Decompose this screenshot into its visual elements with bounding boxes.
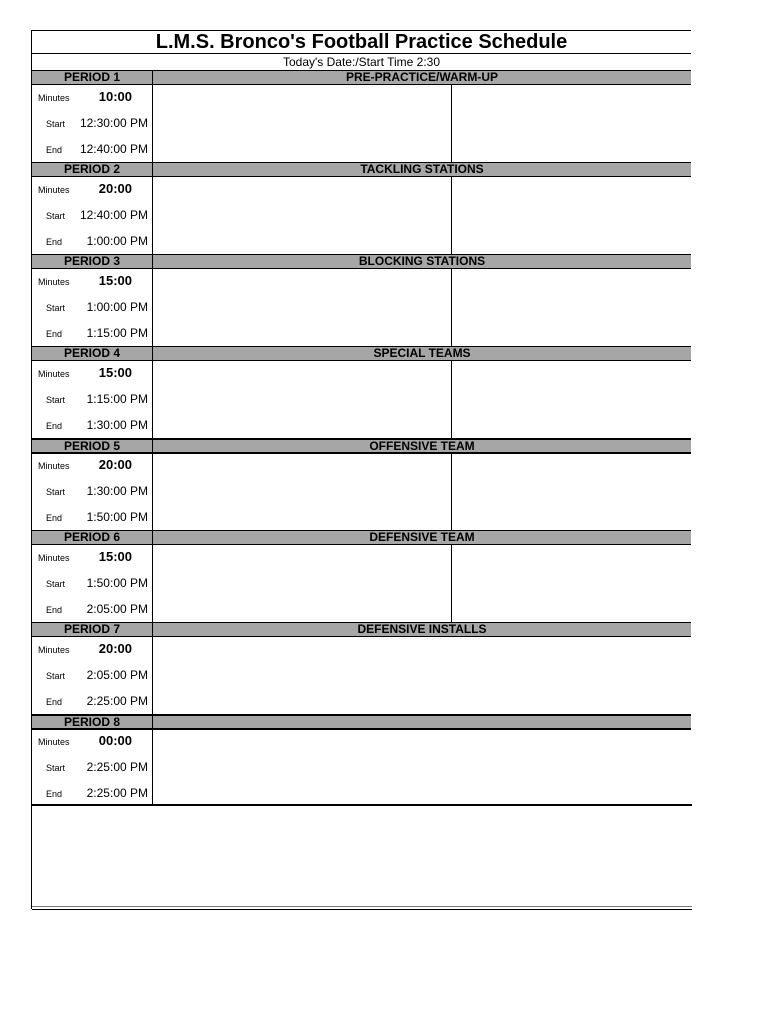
- minutes-label: Minutes: [38, 277, 70, 287]
- end-value: 1:00:00 PM: [86, 234, 148, 248]
- end-value: 2:25:00 PM: [86, 786, 148, 800]
- start-value: 12:40:00 PM: [79, 208, 148, 222]
- period-activity: PRE-PRACTICE/WARM-UP: [346, 70, 498, 84]
- start-value: 12:30:00 PM: [79, 116, 148, 130]
- period-header: [32, 346, 691, 361]
- period-body: [32, 85, 692, 162]
- end-value: 1:15:00 PM: [86, 326, 148, 340]
- minutes-label: Minutes: [38, 185, 70, 195]
- period-times: [32, 177, 153, 254]
- minutes-value: 00:00: [98, 733, 132, 748]
- period-header: [32, 530, 691, 545]
- period-times: [32, 729, 153, 806]
- minutes-value: 20:00: [98, 641, 132, 656]
- period-name: PERIOD 1: [32, 71, 153, 84]
- minutes-value: 15:00: [98, 365, 132, 380]
- end-row: [32, 232, 152, 252]
- minutes-row: [32, 364, 152, 384]
- period-name: PERIOD 7: [32, 623, 153, 636]
- period-activity: DEFENSIVE TEAM: [369, 530, 475, 544]
- period-body: [32, 637, 692, 714]
- period-activity: SPECIAL TEAMS: [373, 346, 471, 360]
- start-row: [32, 390, 152, 410]
- minutes-value: 15:00: [98, 549, 132, 564]
- minutes-label: Minutes: [38, 645, 70, 655]
- end-row: [32, 324, 152, 344]
- minutes-row: [32, 88, 152, 108]
- period-name: PERIOD 5: [32, 440, 153, 452]
- column-divider: [451, 545, 452, 622]
- period-body: [32, 177, 692, 254]
- period-block: [32, 162, 691, 254]
- start-row: [32, 482, 152, 502]
- end-label: End: [46, 145, 63, 155]
- minutes-row: [32, 640, 152, 660]
- period-body: [32, 545, 692, 622]
- period-body: [32, 361, 692, 438]
- minutes-row: [32, 732, 152, 752]
- start-label: Start: [46, 671, 66, 681]
- period-name: PERIOD 6: [32, 531, 153, 544]
- start-row: [32, 758, 152, 778]
- minutes-row: [32, 180, 152, 200]
- start-value: 1:00:00 PM: [86, 300, 148, 314]
- period-block: [32, 530, 691, 622]
- period-block: [32, 346, 691, 438]
- start-label: Start: [46, 119, 66, 129]
- page-title: L.M.S. Bronco's Football Practice Schedule: [32, 31, 691, 54]
- start-value: 2:25:00 PM: [86, 760, 148, 774]
- end-row: [32, 140, 152, 160]
- column-divider: [451, 177, 452, 254]
- period-list: [32, 70, 691, 806]
- minutes-value: 20:00: [98, 181, 132, 196]
- minutes-value: 10:00: [98, 89, 132, 104]
- minutes-label: Minutes: [38, 737, 70, 747]
- period-header: [32, 438, 691, 454]
- period-header: [32, 162, 691, 177]
- start-row: [32, 298, 152, 318]
- period-block: [32, 254, 691, 346]
- period-name: PERIOD 2: [32, 163, 153, 176]
- end-label: End: [46, 421, 63, 431]
- start-label: Start: [46, 395, 66, 405]
- end-label: End: [46, 329, 63, 339]
- end-label: End: [46, 789, 63, 799]
- period-times: [32, 269, 153, 346]
- end-row: [32, 416, 152, 436]
- period-block: [32, 70, 691, 162]
- column-divider: [451, 85, 452, 162]
- period-activity: TACKLING STATIONS: [360, 162, 484, 176]
- end-row: [32, 600, 152, 620]
- date-start-time: Today's Date:/Start Time 2:30: [282, 55, 441, 69]
- period-body: [32, 269, 692, 346]
- minutes-label: Minutes: [38, 461, 70, 471]
- end-label: End: [46, 697, 63, 707]
- column-divider: [451, 269, 452, 346]
- period-block: [32, 438, 691, 530]
- period-header: [32, 714, 691, 730]
- start-value: 1:15:00 PM: [86, 392, 148, 406]
- start-value: 1:30:00 PM: [86, 484, 148, 498]
- minutes-value: 20:00: [98, 457, 132, 472]
- column-divider: [451, 453, 452, 530]
- start-row: [32, 666, 152, 686]
- minutes-value: 15:00: [98, 273, 132, 288]
- end-label: End: [46, 513, 63, 523]
- period-times: [32, 637, 153, 714]
- end-value: 1:30:00 PM: [86, 418, 148, 432]
- period-activity: DEFENSIVE INSTALLS: [357, 622, 487, 636]
- period-body: [32, 729, 692, 806]
- period-name: PERIOD 4: [32, 347, 153, 360]
- end-label: End: [46, 605, 63, 615]
- start-value: 2:05:00 PM: [86, 668, 148, 682]
- minutes-label: Minutes: [38, 369, 70, 379]
- start-label: Start: [46, 487, 66, 497]
- start-row: [32, 114, 152, 134]
- period-times: [32, 453, 153, 530]
- period-header: [32, 254, 691, 269]
- period-header: [32, 70, 691, 85]
- period-header: [32, 622, 691, 637]
- end-value: 2:25:00 PM: [86, 694, 148, 708]
- minutes-label: Minutes: [38, 553, 70, 563]
- period-block: [32, 622, 691, 714]
- end-value: 12:40:00 PM: [79, 142, 148, 156]
- start-value: 1:50:00 PM: [86, 576, 148, 590]
- minutes-row: [32, 272, 152, 292]
- minutes-row: [32, 548, 152, 568]
- start-label: Start: [46, 579, 66, 589]
- end-row: [32, 508, 152, 528]
- end-label: End: [46, 237, 63, 247]
- end-row: [32, 784, 152, 804]
- start-label: Start: [46, 303, 66, 313]
- start-row: [32, 206, 152, 226]
- start-label: Start: [46, 211, 66, 221]
- end-value: 2:05:00 PM: [86, 602, 148, 616]
- end-value: 1:50:00 PM: [86, 510, 148, 524]
- period-activity: BLOCKING STATIONS: [358, 254, 486, 268]
- period-block: [32, 714, 691, 806]
- start-row: [32, 574, 152, 594]
- schedule-sheet: [31, 30, 691, 909]
- bottom-border: [32, 906, 692, 910]
- period-body: [32, 453, 692, 530]
- period-times: [32, 85, 153, 162]
- period-name: PERIOD 3: [32, 255, 153, 268]
- period-times: [32, 361, 153, 438]
- notes-area: [32, 804, 692, 910]
- minutes-label: Minutes: [38, 93, 70, 103]
- column-divider: [451, 361, 452, 438]
- start-label: Start: [46, 763, 66, 773]
- period-times: [32, 545, 153, 622]
- period-name: PERIOD 8: [32, 716, 153, 728]
- minutes-row: [32, 456, 152, 476]
- end-row: [32, 692, 152, 712]
- period-activity: OFFENSIVE TEAM: [369, 439, 475, 453]
